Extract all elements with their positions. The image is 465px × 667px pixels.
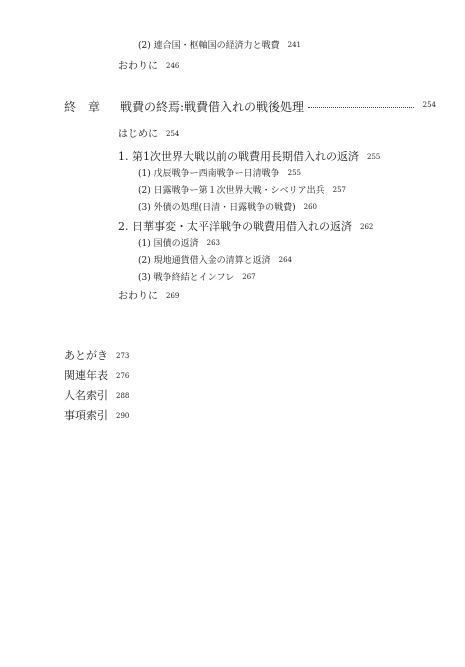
toc-entry-subsection xyxy=(138,257,292,266)
entry-text: 関連年表 xyxy=(64,369,108,382)
entry-text: (2) 連合国・枢軸国の経済力と戦費 xyxy=(138,41,280,51)
page-number: 264 xyxy=(278,256,292,264)
page-number: 254 xyxy=(422,101,436,109)
toc-entry-backmatter xyxy=(64,370,129,381)
entry-text: 2. 日華事変・太平洋戦争の戦費用借入れの返済 xyxy=(118,220,352,233)
page-number: 255 xyxy=(287,169,301,177)
entry-text: (3) 戦争終結とインフレ xyxy=(138,273,235,283)
page-number: 257 xyxy=(332,186,346,194)
page-number: 269 xyxy=(166,292,180,300)
toc-entry-intro xyxy=(118,130,179,140)
toc-entry-subsection xyxy=(138,240,220,249)
page-number: 262 xyxy=(360,223,374,231)
page-number: 263 xyxy=(206,239,220,247)
leader-dots xyxy=(308,107,414,108)
chapter-label: 終 章 xyxy=(64,100,104,114)
toc-entry-backmatter xyxy=(64,350,129,361)
toc-entry-backmatter xyxy=(64,410,129,421)
page-number: 288 xyxy=(116,392,130,400)
toc-entry-subsection xyxy=(138,170,301,179)
page-number: 241 xyxy=(287,41,301,49)
toc-entry-subsection xyxy=(138,274,256,283)
toc-entry-subsection xyxy=(138,187,346,196)
page-number: 246 xyxy=(166,62,180,70)
entry-text: 1. 第1次世界大戦以前の戦費用長期借入れの返済 xyxy=(118,150,359,163)
entry-text: おわりに xyxy=(118,61,158,72)
toc-entry-section xyxy=(118,151,380,162)
entry-text: (2) 日露戦争ー第１次世界大戦・シベリア出兵 xyxy=(138,186,325,196)
page-number: 276 xyxy=(116,372,130,380)
toc-chapter-final xyxy=(64,98,436,112)
entry-text: はじめに xyxy=(118,129,158,140)
entry-text: あとがき xyxy=(64,349,108,362)
page-number: 267 xyxy=(242,273,256,281)
entry-text: 事項索引 xyxy=(64,409,108,422)
entry-text: おわりに xyxy=(118,291,158,302)
toc-entry-closing xyxy=(118,62,179,72)
entry-text: (1) 戊辰戦争ー西南戦争ー日清戦争 xyxy=(138,169,280,179)
entry-text: 人名索引 xyxy=(64,389,108,402)
chapter-title: 戦費の終焉:戦費借入れの戦後処理 xyxy=(120,100,305,114)
entry-text: (2) 現地通貨借入金の清算と返済 xyxy=(138,256,271,266)
page-number: 260 xyxy=(303,203,318,211)
page-number: 255 xyxy=(367,153,381,161)
toc-entry-closing xyxy=(118,292,179,302)
toc-entry-backmatter xyxy=(64,390,129,401)
entry-text: (3) 外債の処理(日清・日露戦争の戦費) xyxy=(138,203,296,213)
toc-entry-subsection xyxy=(138,204,317,213)
entry-text: (1) 国債の返済 xyxy=(138,239,199,249)
toc-entry-subsection xyxy=(138,42,301,51)
page-number: 254 xyxy=(166,130,180,138)
page-number: 273 xyxy=(116,352,130,360)
page-number: 290 xyxy=(116,412,130,420)
toc-entry-section xyxy=(118,221,373,232)
